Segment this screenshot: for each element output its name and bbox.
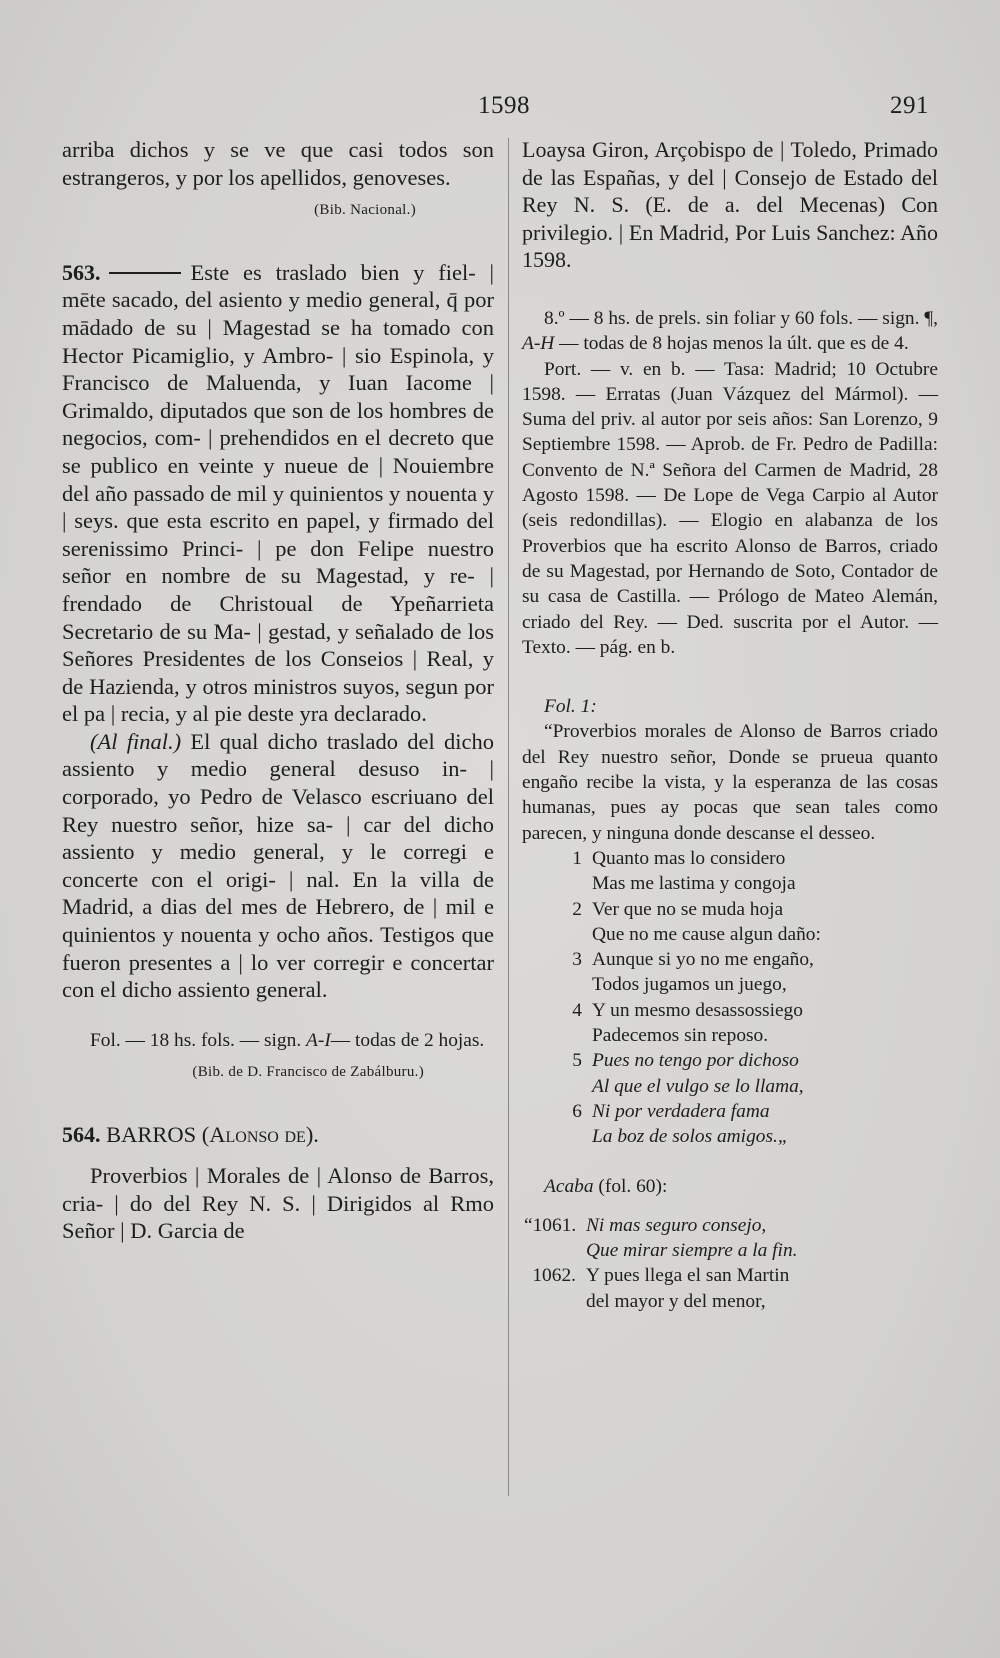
entry-text: Este es traslado bien y fiel- | mēte sacado, del asiento y medio general, q̄ por mādado de su | Magestad se ha tomado con Hector Picamiglio, y Ambro- | sio Espinola, y Francisco de Maluenda, y Iuan Iacome | Grimaldo, diputados que son de los hombres de negocios, com- | prehendidos en el decreto que se publico en veinte y nueue de | Nouiembre del año passado de mil y quinientos y nouenta y | seys. que esta escrito en papel, y firmado del serenissimo Princi- | pe don Felipe nuestro señor en nombre de su Magestad, y re- | frendado de Christoual de Ypeñarrieta Secretario de su Ma- | gestad, y señalado de los Señores Presidentes de los Conseios | Real, y de Hazienda, y otros ministros suyos, segun por el pa | recia, y al pie deste yra declarado. <box>62 259 494 727</box>
verse-line: Quanto mas lo considero <box>592 847 786 869</box>
verse-line: Pues no tengo por dichoso <box>592 1050 799 1072</box>
acaba-folio: (fol. 60): <box>598 1175 668 1197</box>
verse-number: 3 <box>572 949 582 971</box>
colophon-text: El qual dicho traslado del dicho assiento y medio general desuso in- | corporado, yo Pedro de Velasco escriuano del Rey nuestro señor, hize sa- | car del dicho assiento y medio general, y le corregi e concerte con el origi- | nal. En la villa de Madrid, a dias del mes de Hebrero, de | mil e quinientos y nouenta y ocho años. Testigos que fueron presentes a | lo ver corregir e concertar con el dicho assiento general. <box>62 728 495 1003</box>
desc-text-end: — todas de 2 hojas. <box>330 1029 485 1051</box>
continued-text: arriba dichos y se ve que casi todos son estrangeros, y por los apellidos, genoveses. <box>62 137 494 190</box>
verse-line: Y un mesmo desassossiego <box>592 999 803 1021</box>
incipit-quote: “Proverbios morales de Alonso de Barros criado del Rey nuestro señor, Donde se prueua quanto engaño recibe la vista, y la esperanza de las cosas humanas, pues ay pocas que sean tales como parecen, y ninguna donde descanse el desseo. <box>522 721 938 844</box>
desc-text: Fol. — 18 hs. fols. — sign. <box>90 1029 302 1051</box>
al-final-label: (Al final.) <box>90 728 182 754</box>
verse-line: del mayor y del menor, <box>586 1290 766 1312</box>
verse-number: “1061. <box>524 1214 577 1236</box>
entry-author: BARROS (Alonso de). <box>106 1121 319 1147</box>
entry-564-title: Proverbios | Morales de | Alonso de Barros, cria- | do del Rey N. S. | Dirigidos al Rmo Señor | D. Garcia de <box>62 1163 494 1244</box>
verse-line: Padecemos sin reposo. <box>592 1025 769 1047</box>
source-note: (Bib. Nacional.) <box>314 202 416 219</box>
verse-number: 2 <box>572 898 582 920</box>
signature-range: A-H <box>522 333 555 355</box>
entry-563-colophon <box>62 728 494 1004</box>
entry-563 <box>62 259 494 728</box>
final-verse-block <box>524 1213 938 1314</box>
entry-number: 563. <box>62 259 101 285</box>
verse-number: 1062. <box>532 1265 576 1287</box>
contents-description: Port. — v. en b. — Tasa: Madrid; 10 Octubre 1598. — Erratas (Juan Vázquez del Mármol). — Suma del priv. al autor por seis años: San Lorenzo, 9 Septiembre 1598. — Aprob. de Fr. Pedro de Padilla: Convento de N.ª Señora del Carmen de Madrid, 28 Agosto 1598. — De Lope de Vega Carpio al Autor (seis redondillas). — Elogio en alabanza de los Proverbios que ha escrito Alonso de Barros, criado de su Magestad, por Hernando de Soto, Contador de su casa de Castilla. — Prólogo de Mateo Alemán, criado del Rey. — Ded. suscrita por el Autor. — Texto. — pág. en b. <box>522 358 938 658</box>
running-header-year: 1598 <box>478 92 530 119</box>
desc-text-end: — todas de 8 hojas menos la últ. que es de 4. <box>559 333 909 355</box>
verse-number: 5 <box>572 1050 582 1072</box>
column-divider <box>508 138 509 1496</box>
dash-rule <box>109 272 181 274</box>
entry-564-title-cont: Loaysa Giron, Arçobispo de | Toledo, Primado de las Españas, y del | Consejo de Estado del Rey N. S. (E. de a. del Mecenas) Con privilegio. | En Madrid, Por Luis Sanchez: Año 1598. <box>522 137 938 273</box>
folio-label: Fol. 1: <box>544 696 597 718</box>
page-number: 291 <box>890 92 929 119</box>
verse-line: Ni mas seguro consejo, <box>586 1214 767 1236</box>
verse-block <box>560 846 938 1150</box>
acaba-label: Acaba <box>544 1175 594 1197</box>
verse-line: Al que el vulgo se lo llama, <box>592 1075 804 1097</box>
left-column <box>62 136 494 1245</box>
verse-line: La boz de solos amigos.„ <box>592 1126 789 1148</box>
verse-line: Ver que no se muda hoja <box>592 898 784 920</box>
verse-number: 6 <box>572 1100 582 1122</box>
verse-line: Y pues llega el san Martin <box>586 1265 790 1287</box>
verse-line: Que mirar siempre a la fin. <box>586 1240 798 1262</box>
verse-line: Mas me lastima y congoja <box>592 873 796 895</box>
entry-number: 564. <box>62 1121 101 1147</box>
source-note: (Bib. de D. Francisco de Zabálburu.) <box>192 1064 424 1081</box>
verse-line: Aunque si yo no me engaño, <box>592 949 814 971</box>
desc-text: 8.º — 8 hs. de prels. sin foliar y 60 fols. — sign. ¶, <box>544 308 938 329</box>
verse-number: 1 <box>572 847 582 869</box>
right-column <box>522 136 938 274</box>
right-column-desc <box>522 306 938 1314</box>
entry-564-heading <box>62 1121 494 1149</box>
signature-range: A-I <box>306 1029 331 1051</box>
physical-description <box>62 1028 494 1053</box>
verse-line: Ni por verdadera fama <box>592 1100 770 1122</box>
verse-line: Que no me cause algun daño: <box>592 923 821 945</box>
verse-number: 4 <box>572 999 582 1021</box>
physical-description <box>522 306 938 357</box>
explicit-label <box>522 1174 938 1199</box>
verse-line: Todos jugamos un juego, <box>592 974 787 996</box>
